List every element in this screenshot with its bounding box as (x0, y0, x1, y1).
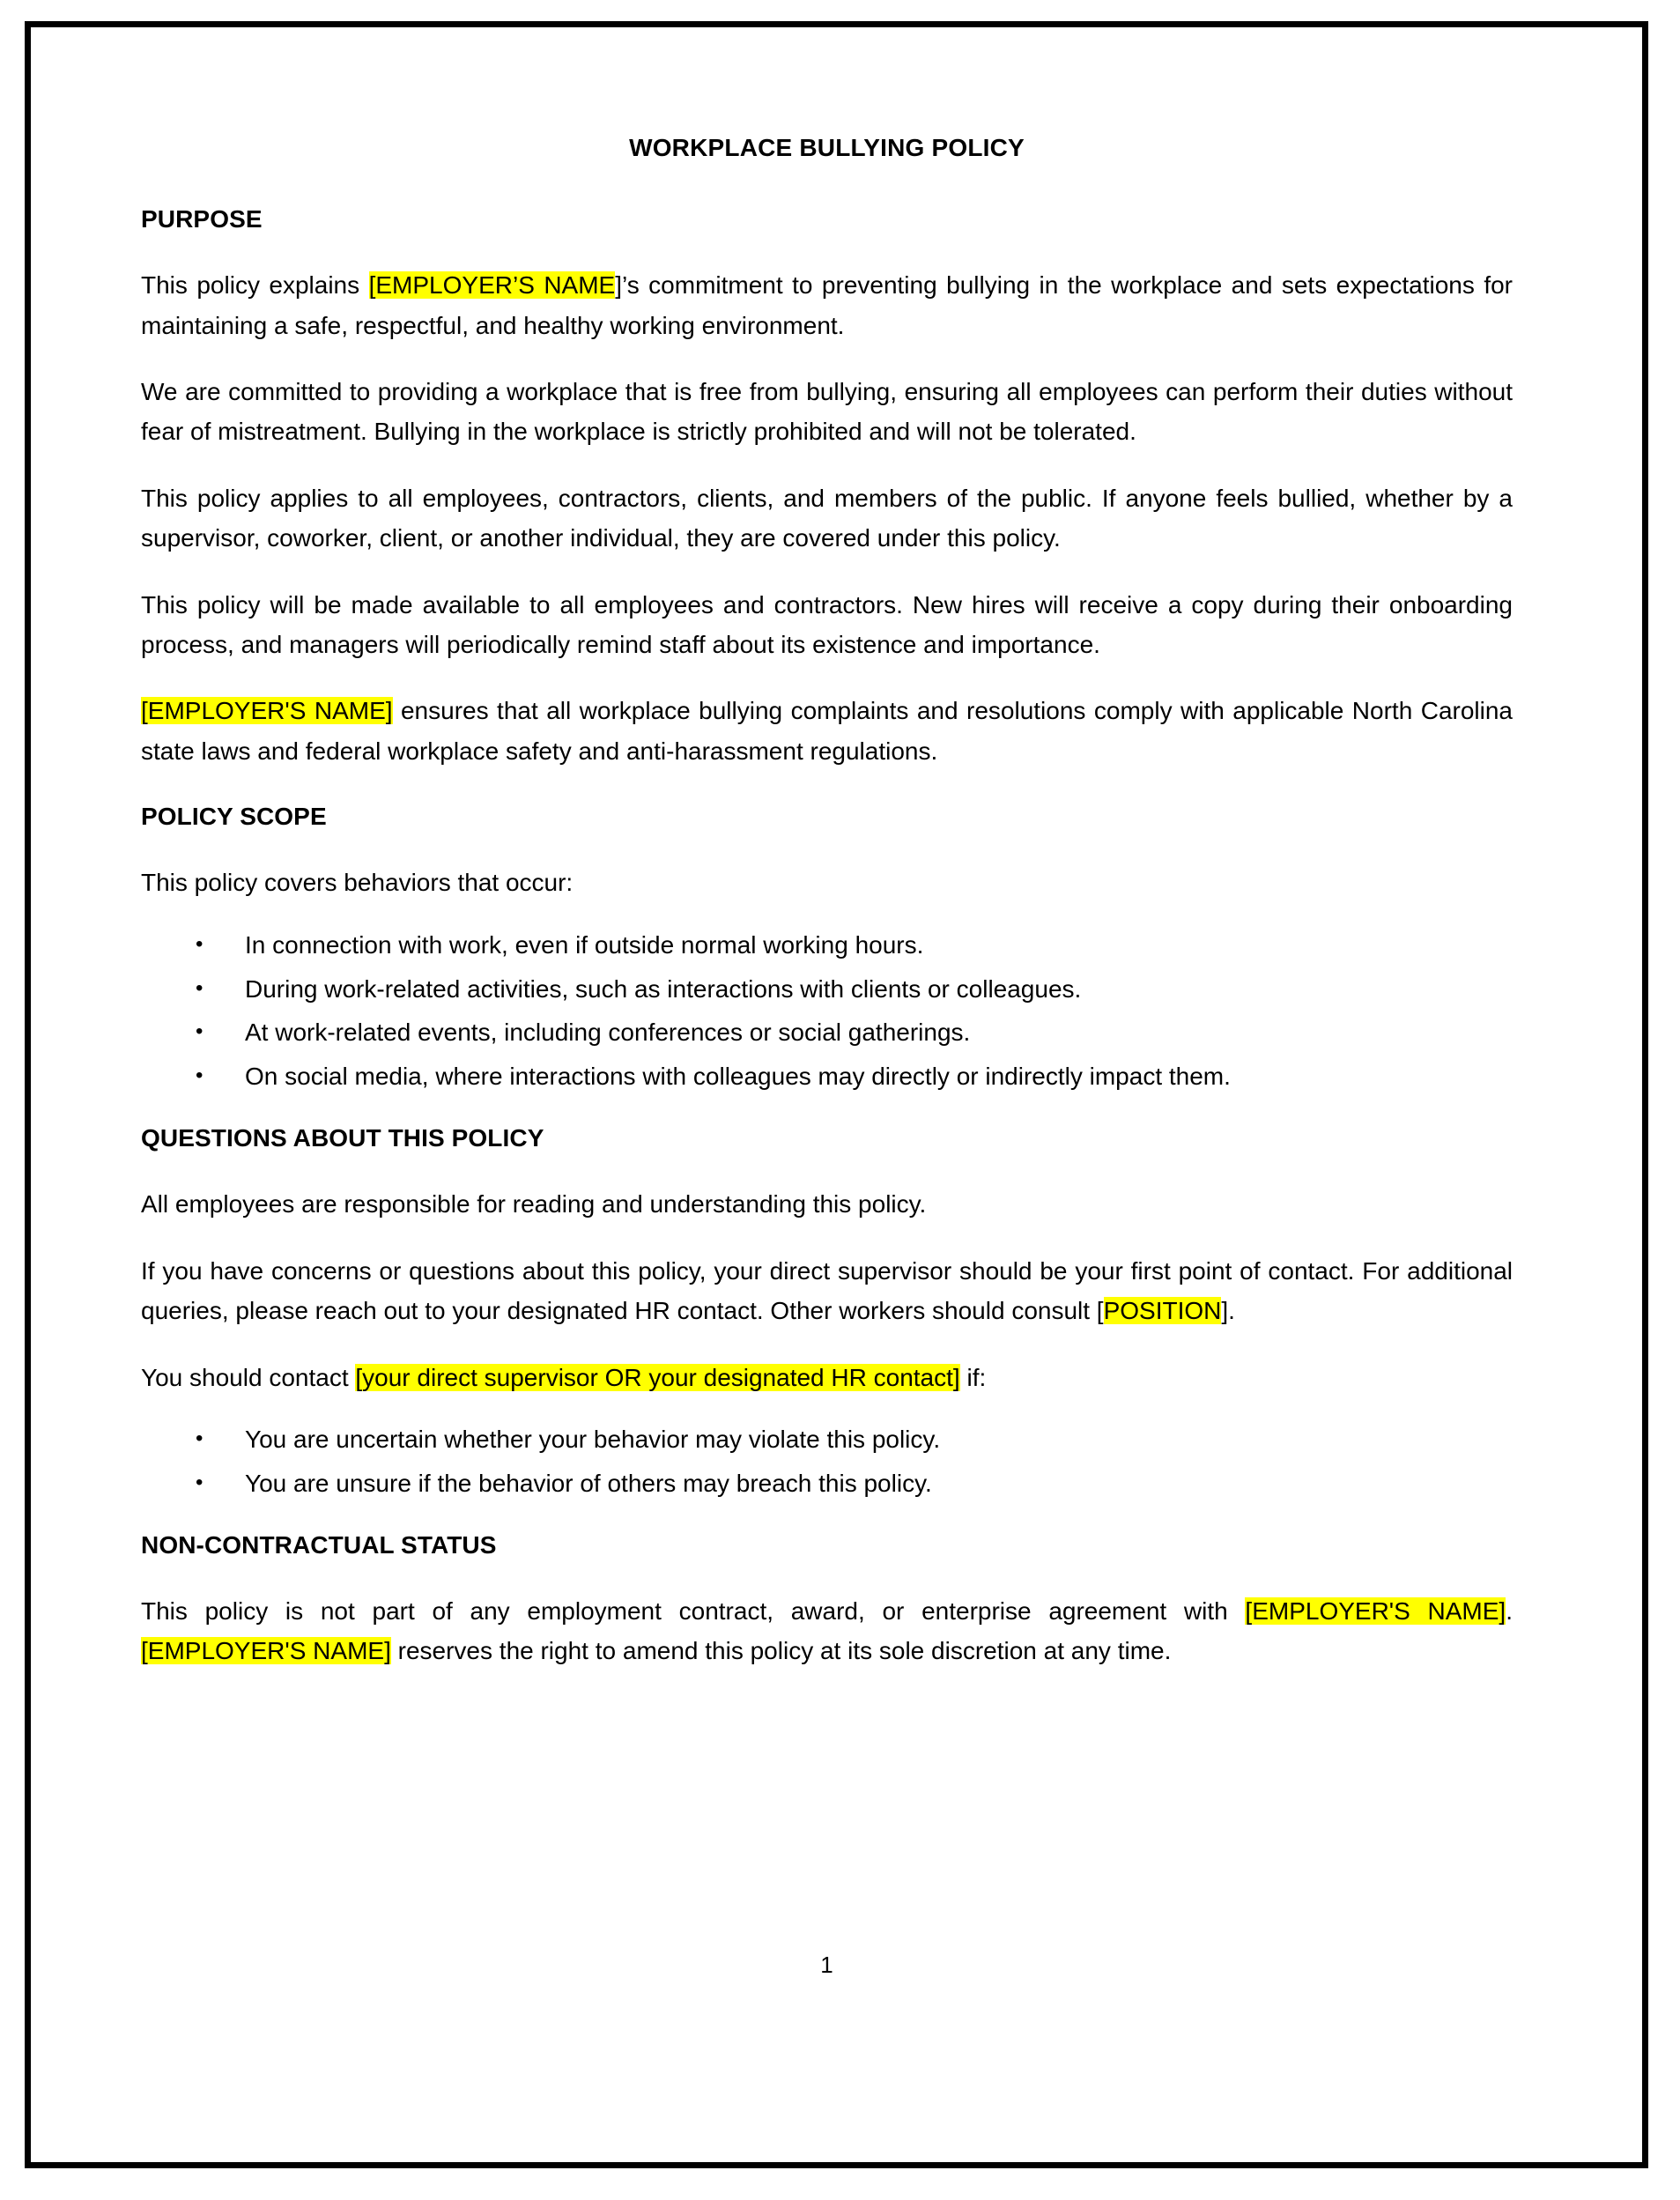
list-item-label: On social media, where interactions with colleagues may directly or indirectly impact them. (245, 1063, 1231, 1091)
list-item (141, 1017, 1513, 1048)
purpose-p5-after: ensures that all workplace bullying complaints and resolutions comply with applicable North Carolina state laws and federal workplace safety and anti-harassment regulations. (141, 697, 1513, 765)
bullet-icon: • (196, 1019, 204, 1044)
bullet-icon: • (196, 1426, 204, 1450)
placeholder-contact-person: [your direct supervisor OR your designated HR contact] (355, 1363, 960, 1391)
non-contractual-p1-after: reserves the right to amend this policy at its sole discretion at any time. (390, 1637, 1172, 1665)
page-number: 1 (820, 1952, 833, 1978)
list-item (141, 1468, 1513, 1500)
list-item (141, 930, 1513, 961)
questions-p2-after: ]. (1221, 1297, 1235, 1325)
list-item-label: In connection with work, even if outside normal working hours. (245, 930, 924, 959)
questions-bullet-list (141, 1424, 1513, 1500)
section-heading-policy-scope: POLICY SCOPE (141, 802, 327, 830)
bullet-icon: • (196, 975, 204, 1000)
placeholder-employer-name-3: [EMPLOYER'S NAME] (1245, 1596, 1506, 1625)
list-item-label: You are uncertain whether your behavior may violate this policy. (245, 1425, 941, 1453)
purpose-p1-after: ]’s commitment to preventing bullying in the workplace and sets expectations for maintaining a safe, respectful, and healthy working environment. (141, 271, 1513, 339)
purpose-paragraph-4: This policy will be made available to all employees and contractors. New hires will receive a copy during their onboarding process, and managers will periodically remind staff about its existence and importance. (141, 590, 1513, 658)
questions-paragraph-1: All employees are responsible for reading and understanding this policy. (141, 1190, 927, 1219)
non-contractual-paragraph-1 (141, 1591, 1513, 1671)
questions-p3-after: if: (959, 1363, 987, 1391)
list-item (141, 974, 1513, 1005)
purpose-paragraph-2: We are committed to providing a workplace that is free from bullying, ensuring all employees can perform their duties without fear of mistreatment. Bullying in the workplace is strictly prohibited and will not be tolerated. (141, 378, 1513, 446)
list-item-label: At work-related events, including conferences or social gatherings. (245, 1019, 971, 1047)
list-item-label: During work-related activities, such as interactions with clients or colleagues. (245, 974, 1082, 1003)
questions-paragraph-2 (141, 1251, 1513, 1331)
purpose-paragraph-3: This policy applies to all employees, contractors, clients, and members of the public. If anyone feels bullied, whether by a supervisor, coworker, client, or another individual, they are covered under this policy. (141, 484, 1513, 552)
questions-p2-before: If you have concerns or questions about this policy, your direct supervisor should be your first point of contact. For additional queries, please reach out to your designated HR contact. Other workers should consult [ (141, 1256, 1513, 1325)
section-heading-purpose: PURPOSE (141, 205, 263, 233)
list-item (141, 1061, 1513, 1093)
purpose-p1-before: This policy explains (141, 271, 369, 300)
bullet-icon: • (196, 931, 204, 956)
placeholder-employer-name-1: [EMPLOYER’S NAME (368, 271, 616, 300)
purpose-paragraph-5 (141, 691, 1513, 771)
policy-scope-bullet-list (141, 930, 1513, 1093)
placeholder-employer-name-2: [EMPLOYER'S NAME] (141, 697, 393, 725)
placeholder-employer-name-4: [EMPLOYER'S NAME] (141, 1637, 391, 1665)
section-heading-non-contractual-status: NON-CONTRACTUAL STATUS (141, 1530, 497, 1559)
non-contractual-p1-middle: . (1506, 1596, 1513, 1625)
list-item (141, 1424, 1513, 1456)
questions-paragraph-3 (141, 1358, 1513, 1397)
document-title: WORKPLACE BULLYING POLICY (629, 134, 1025, 161)
policy-scope-intro: This policy covers behaviors that occur: (141, 869, 574, 897)
bullet-icon: • (196, 1063, 204, 1088)
list-item-label: You are unsure if the behavior of others may breach this policy. (245, 1469, 932, 1497)
questions-p3-before: You should contact (141, 1363, 356, 1391)
section-heading-questions: QUESTIONS ABOUT THIS POLICY (141, 1124, 544, 1152)
document-body (141, 132, 1513, 1698)
non-contractual-p1-before: This policy is not part of any employment contract, award, or enterprise agreement with (141, 1596, 1246, 1625)
purpose-paragraph-1 (141, 265, 1513, 345)
placeholder-position: POSITION (1103, 1297, 1222, 1325)
bullet-icon: • (196, 1470, 204, 1494)
